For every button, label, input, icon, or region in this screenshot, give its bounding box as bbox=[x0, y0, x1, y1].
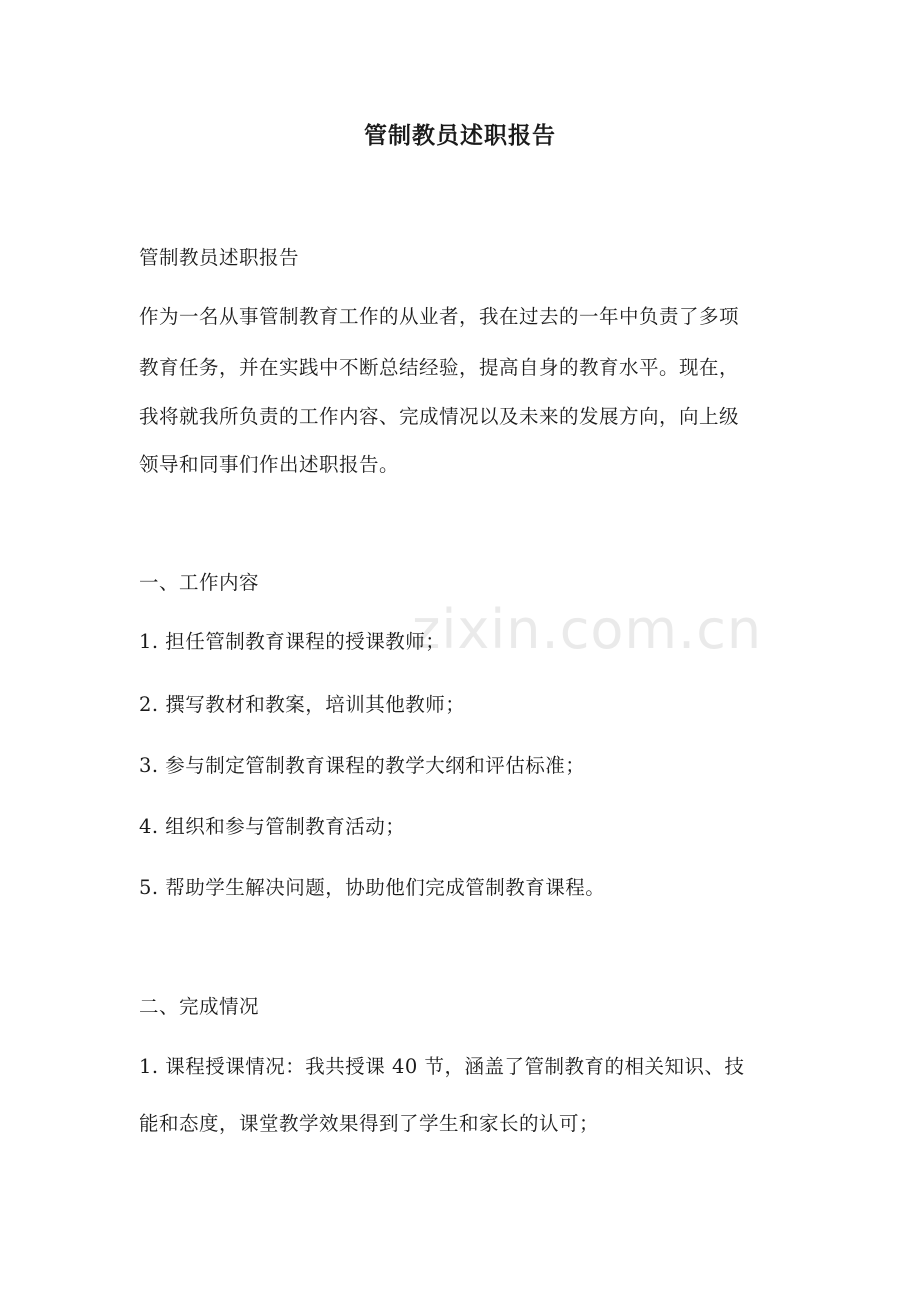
list-item: 4. 组织和参与管制教育活动； bbox=[139, 815, 406, 838]
document-title: 管制教员述职报告 bbox=[364, 122, 556, 149]
list-item: 2. 撰写教材和教案，培训其他教师； bbox=[139, 693, 466, 716]
intro-line: 教育任务，并在实践中不断总结经验，提高自身的教育水平。现在， bbox=[139, 356, 740, 379]
list-item-line: 1. 课程授课情况：我共授课 40 节，涵盖了管制教育的相关知识、技 bbox=[139, 1055, 745, 1078]
intro-line: 我将就我所负责的工作内容、完成情况以及未来的发展方向，向上级 bbox=[139, 405, 740, 428]
intro-line: 领导和同事们作出述职报告。 bbox=[139, 453, 400, 476]
list-item: 5. 帮助学生解决问题，协助他们完成管制教育课程。 bbox=[139, 876, 606, 899]
section-heading-work-content: 一、工作内容 bbox=[139, 571, 260, 594]
list-item-line: 能和态度，课堂教学效果得到了学生和家长的认可； bbox=[139, 1112, 600, 1135]
watermark: zixin.com.cn bbox=[412, 598, 763, 661]
list-item: 3. 参与制定管制教育课程的教学大纲和评估标准； bbox=[139, 754, 586, 777]
intro-line: 作为一名从事管制教育工作的从业者，我在过去的一年中负责了多项 bbox=[139, 305, 740, 328]
section-heading-completion: 二、完成情况 bbox=[139, 995, 260, 1018]
subtitle: 管制教员述职报告 bbox=[139, 246, 300, 269]
list-item: 1. 担任管制教育课程的授课教师； bbox=[139, 630, 446, 653]
